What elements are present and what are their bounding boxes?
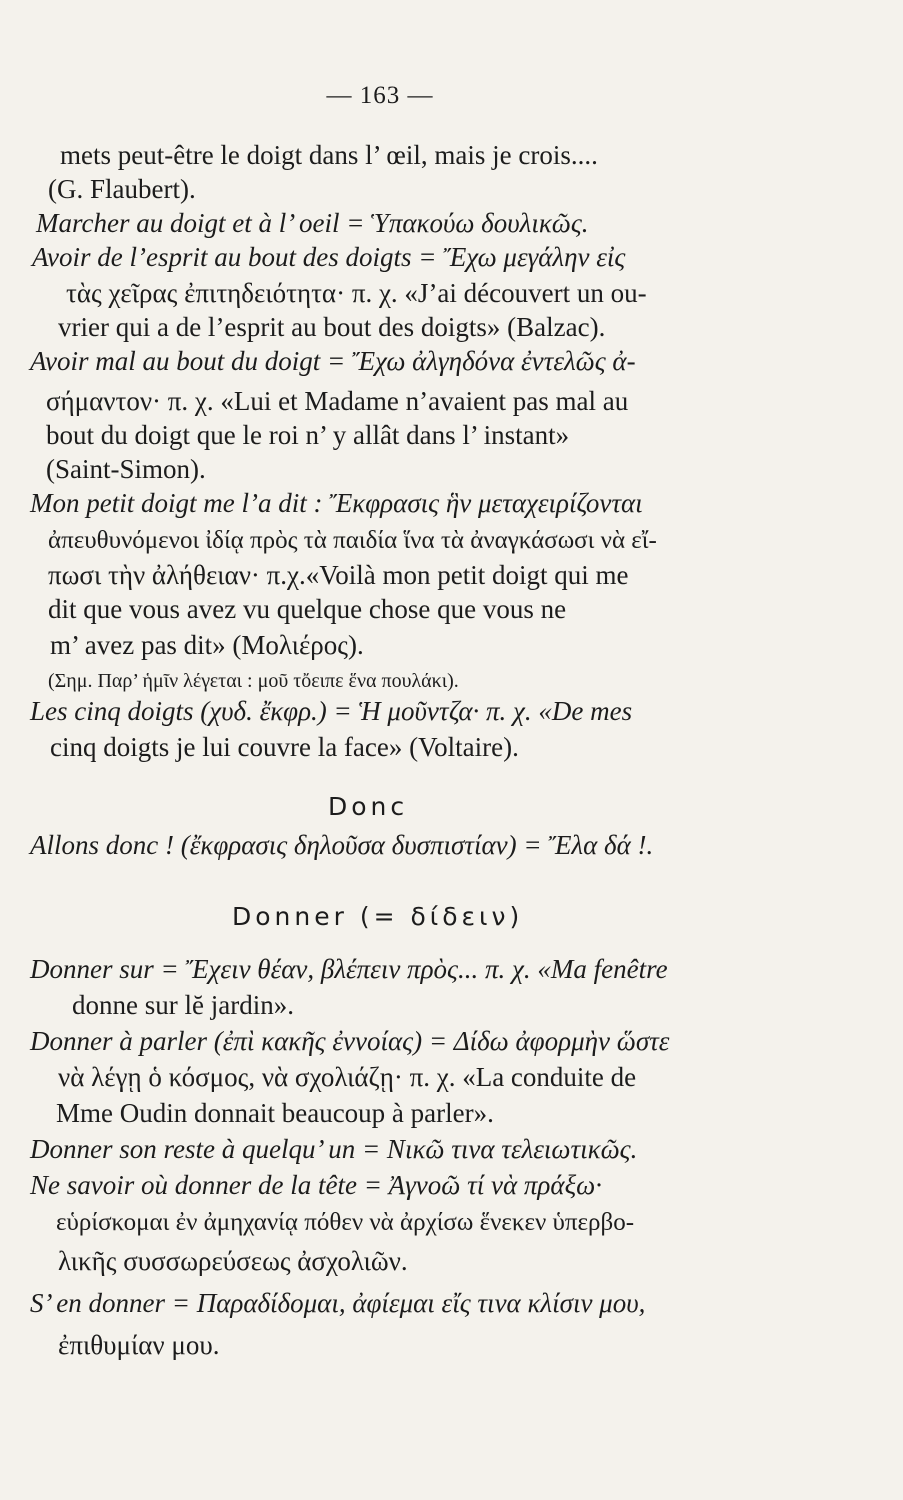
section-heading-donner: Donner (= δίδειν) xyxy=(232,902,524,931)
text-line: σήμαντον· π. χ. «Lui et Madame n’avaient pas mal au xyxy=(46,386,629,416)
text-line: ἐπιθυμίαν μου. xyxy=(58,1330,220,1360)
entry-line: Avoir mal au bout du doigt = Ἔχω ἀλγηδόνα ἐντελῶς ἀ- xyxy=(30,346,636,376)
text-line: mets peut-être le doigt dans l’ œil, mais je crois.... xyxy=(60,140,598,170)
entry-line: Les cinq doigts (χυδ. ἔκφρ.) = Ἡ μοῦντζα· π. χ. «De mes xyxy=(30,696,633,726)
text-line: εὑρίσκομαι ἐν ἀμηχανίᾳ πόθεν νὰ ἀρχίσω ἕνεκεν ὑπερβο- xyxy=(56,1209,635,1236)
entry-line: Donner sur = Ἔχειν θέαν, βλέπειν πρὸς... π. χ. «Ma fenêtre xyxy=(30,954,668,984)
text-line: ἀπευθυνόμενοι ἰδίᾳ πρὸς τὰ παιδία ἵνα τὰ ἀναγκάσωσι νὰ εἴ- xyxy=(48,527,657,554)
entry-line: Marcher au doigt et à l’ oeil = Ὑπακούω δουλικῶς. xyxy=(36,208,589,238)
note-line: (Σημ. Παρ’ ἡμῖν λέγεται : μοῦ τὄειπε ἕνα πουλάκι). xyxy=(48,670,459,692)
page-number: — 163 — xyxy=(326,82,434,109)
text-line: donne sur lĕ jardin». xyxy=(72,990,294,1020)
entry-line: Avoir de l’esprit au bout des doigts = Ἔχω μεγάλην εἰς xyxy=(32,242,626,272)
text-line: dit que vous avez vu quelque chose que vous ne xyxy=(48,594,567,624)
entry-line: Donner à parler (ἐπὶ κακῆς ἐννοίας) = Δίδω ἀφορμὴν ὥστε xyxy=(30,1026,670,1056)
section-heading-donc: Donc xyxy=(328,792,409,821)
entry-line: S’ en donner = Παραδίδομαι, ἀφίεμαι εἴς τινα κλίσιν μου, xyxy=(30,1288,646,1318)
text-line: πωσι τὴν ἀλήθειαν· π.χ.«Voilà mon petit doigt qui me xyxy=(48,560,629,590)
text-line: m’ avez pas dit» (Μολιέρος). xyxy=(50,630,364,660)
entry-line: Ne savoir où donner de la tête = Ἀγνοῶ τί νὰ πράξω· xyxy=(30,1170,602,1200)
text-line: (G. Flaubert). xyxy=(48,174,196,204)
text-line: bout du doigt que le roi n’ y allât dans l’ instant» xyxy=(46,420,570,450)
entry-line: Mon petit doigt me l’a dit : Ἔκφρασις ἣν μεταχειρίζονται xyxy=(30,488,643,518)
text-line: vrier qui a de l’esprit au bout des doigts» (Balzac). xyxy=(58,312,606,342)
text-line: λικῆς συσσωρεύσεως ἀσχολιῶν. xyxy=(58,1246,408,1276)
text-line: (Saint-Simon). xyxy=(46,454,206,484)
entry-line: Allons donc ! (ἔκφρασις δηλοῦσα δυσπιστίαν) = Ἔλα δά !. xyxy=(30,830,654,860)
entry-line: Donner son reste à quelqu’ un = Νικῶ τινα τελειωτικῶς. xyxy=(30,1134,638,1164)
text-line: Mme Oudin donnait beaucoup à parler». xyxy=(56,1098,494,1128)
text-line: τὰς χεῖρας ἐπιτηδειότητα· π. χ. «J’ai découvert un ou- xyxy=(66,278,647,308)
text-line: cinq doigts je lui couvre la face» (Voltaire). xyxy=(50,732,519,762)
text-line: νὰ λέγῃ ὁ κόσμος, νὰ σχολιάζῃ· π. χ. «La conduite de xyxy=(58,1062,637,1092)
